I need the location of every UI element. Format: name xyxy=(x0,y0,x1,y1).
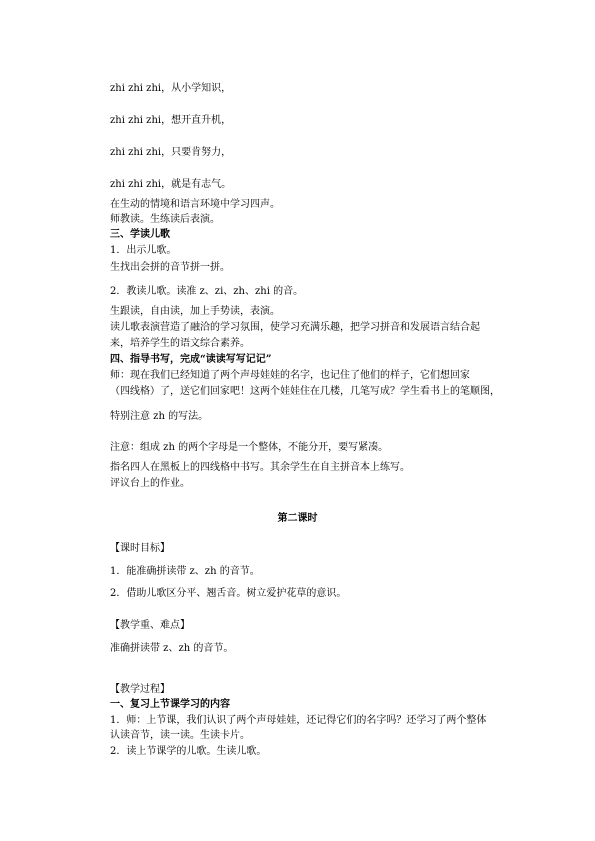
paragraph-line: 2．教读儿歌。读准 z、zi、zh、zhi 的音。 xyxy=(110,286,304,297)
paragraph-line: 1．出示儿歌。 xyxy=(110,245,177,256)
paragraph-line: 在生动的情境和语言环境中学习四声。 xyxy=(110,199,280,210)
paragraph-line: 1．能准确拼读带 z、zh 的音节。 xyxy=(110,566,260,577)
paragraph-line: 读儿歌表演营造了融洽的学习氛围，使学习充满乐趣，把学习拼音和发展语言结合起 xyxy=(110,322,480,333)
paragraph-line: 来，培养学生的语文综合素养。 xyxy=(110,338,250,349)
section-heading-4: 四、指导书写，完成“读读写写记记” xyxy=(110,354,272,365)
paragraph-line: 注意：组成 zh 的两个字母是一个整体，不能分开，要写紧凑。 xyxy=(110,442,389,453)
paragraph-line: 评议台上的作业。 xyxy=(110,478,190,489)
subsection-heading: 【教学重、难点】 xyxy=(110,620,190,631)
rhyme-line-4: zhi zhi zhi，就是有志气。 xyxy=(110,179,232,190)
rhyme-line-3: zhi zhi zhi，只要肯努力， xyxy=(110,147,232,158)
paragraph-line: 1．师：上节课，我们认识了两个声母娃娃，还记得它们的名字吗？还学习了两个整体 xyxy=(110,715,487,726)
paragraph-line: 准确拼读带 z、zh 的音节。 xyxy=(110,643,234,654)
paragraph-line: 师：现在我们已经知道了两个声母娃娃的名字，也记住了他们的样子，它们想回家 xyxy=(110,370,470,381)
subsection-heading: 【课时目标】 xyxy=(110,543,170,554)
lesson-title: 第二课时 xyxy=(277,513,318,524)
section-heading-1: 一、复习上节课学习的内容 xyxy=(110,699,230,710)
paragraph-line: 特别注意 zh 的写法。 xyxy=(110,411,209,422)
paragraph-line: （四线格）了，送它们回家吧！这两个娃娃住在几楼，几笔写成？学生看书上的笔顺图， xyxy=(110,386,500,397)
paragraph-line: 师教读。生练读后表演。 xyxy=(110,214,220,225)
paragraph-line: 2．读上节课学的儿歌。生读儿歌。 xyxy=(110,746,267,757)
section-heading-3: 三、学读儿歌 xyxy=(110,229,170,240)
paragraph-line: 生跟读，自由读，加上手势读，表演。 xyxy=(110,306,280,317)
paragraph-line: 指名四人在黑板上的四线格中书写。其余学生在自主拼音本上练写。 xyxy=(110,462,410,473)
paragraph-line: 认读音节，读一读。生读卡片。 xyxy=(110,730,250,741)
paragraph-line: 2．借助儿歌区分平、翘舌音。树立爱护花草的意识。 xyxy=(110,588,347,599)
subsection-heading: 【教学过程】 xyxy=(110,684,170,695)
rhyme-line-1: zhi zhi zhi，从小学知识， xyxy=(110,83,232,94)
rhyme-line-2: zhi zhi zhi，想开直升机， xyxy=(110,115,232,126)
paragraph-line: 生找出会拼的音节拼一拼。 xyxy=(110,262,230,273)
